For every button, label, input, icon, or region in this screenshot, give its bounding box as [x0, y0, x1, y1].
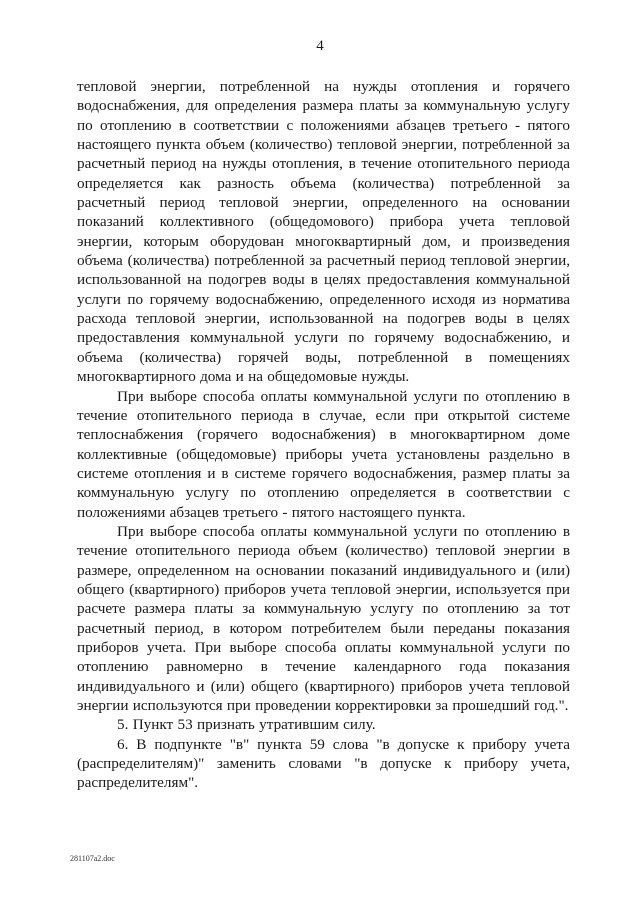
- paragraph-heat-calculation: тепловой энергии, потребленной на нужды отопления и горячего водоснабжения, для определения размера платы за коммунальную услугу по отоплению в соответствии с положениями абзацев третьего - пятого настоящего пункта объем (количество) тепловой энергии, потребленной за расчетный период на нужды отопления, в течение отопительного периода определяется как разность объема (количества) потребленной за расчетный период тепловой энергии, определенного на основании показаний коллективного (общедомового) прибора учета тепловой энергии, которым оборудован многоквартирный дом, и произведения объема (количества) потребленной за расчетный период тепловой энергии, использованной на подогрев воды в целях предоставления коммунальной услуги по горячему водоснабжению, определенного исходя из норматива расхода тепловой энергии, использованной на подогрев воды в целях предоставления коммунальной услуги по горячему водоснабжению, и объема (количества) горячей воды, потребленной в помещениях многоквартирного дома и на общедомовые нужды.: [77, 78, 570, 386]
- document-body: [77, 77, 570, 793]
- paragraph-payment-method: При выборе способа оплаты коммунальной услуги по отоплению в течение отопительного периода объем (количество) тепловой энергии в размере, определенном на основании показаний индивидуального и (или) общего (квартирного) приборов учета тепловой энергии, используется при расчете размера платы за коммунальную услугу по отоплению за тот расчетный период, в котором потребителем были переданы показания приборов учета. При выборе способа оплаты коммунальной услуги по отоплению равномерно в течение календарного года показания индивидуального и (или) общего (квартирного) приборов учета тепловой энергии используются при проведении корректировки за прошедший год.".: [77, 522, 570, 714]
- paragraph-item-5: 5. Пункт 53 признать утратившим силу.: [117, 716, 376, 734]
- page-number: 4: [316, 38, 324, 54]
- paragraph-open-system: При выборе способа оплаты коммунальной услуги по отоплению в течение отопительного периода в случае, если при открытой системе теплоснабжения (горячего водоснабжения) в многоквартирном доме коллективные (общедомовые) приборы учета установлены раздельно в системе отопления и в системе горячего водоснабжения, размер платы за коммунальную услугу по отоплению определяется в соответствии с положениями абзацев третьего - пятого настоящего пункта.: [77, 387, 570, 521]
- paragraph-item-6: 6. В подпункте "в" пункта 59 слова "в допуске к прибору учета (распределителям)" заменить словами "в допуске к прибору учета, распределителям".: [77, 735, 570, 792]
- file-code: 281107a2.doc: [70, 854, 115, 863]
